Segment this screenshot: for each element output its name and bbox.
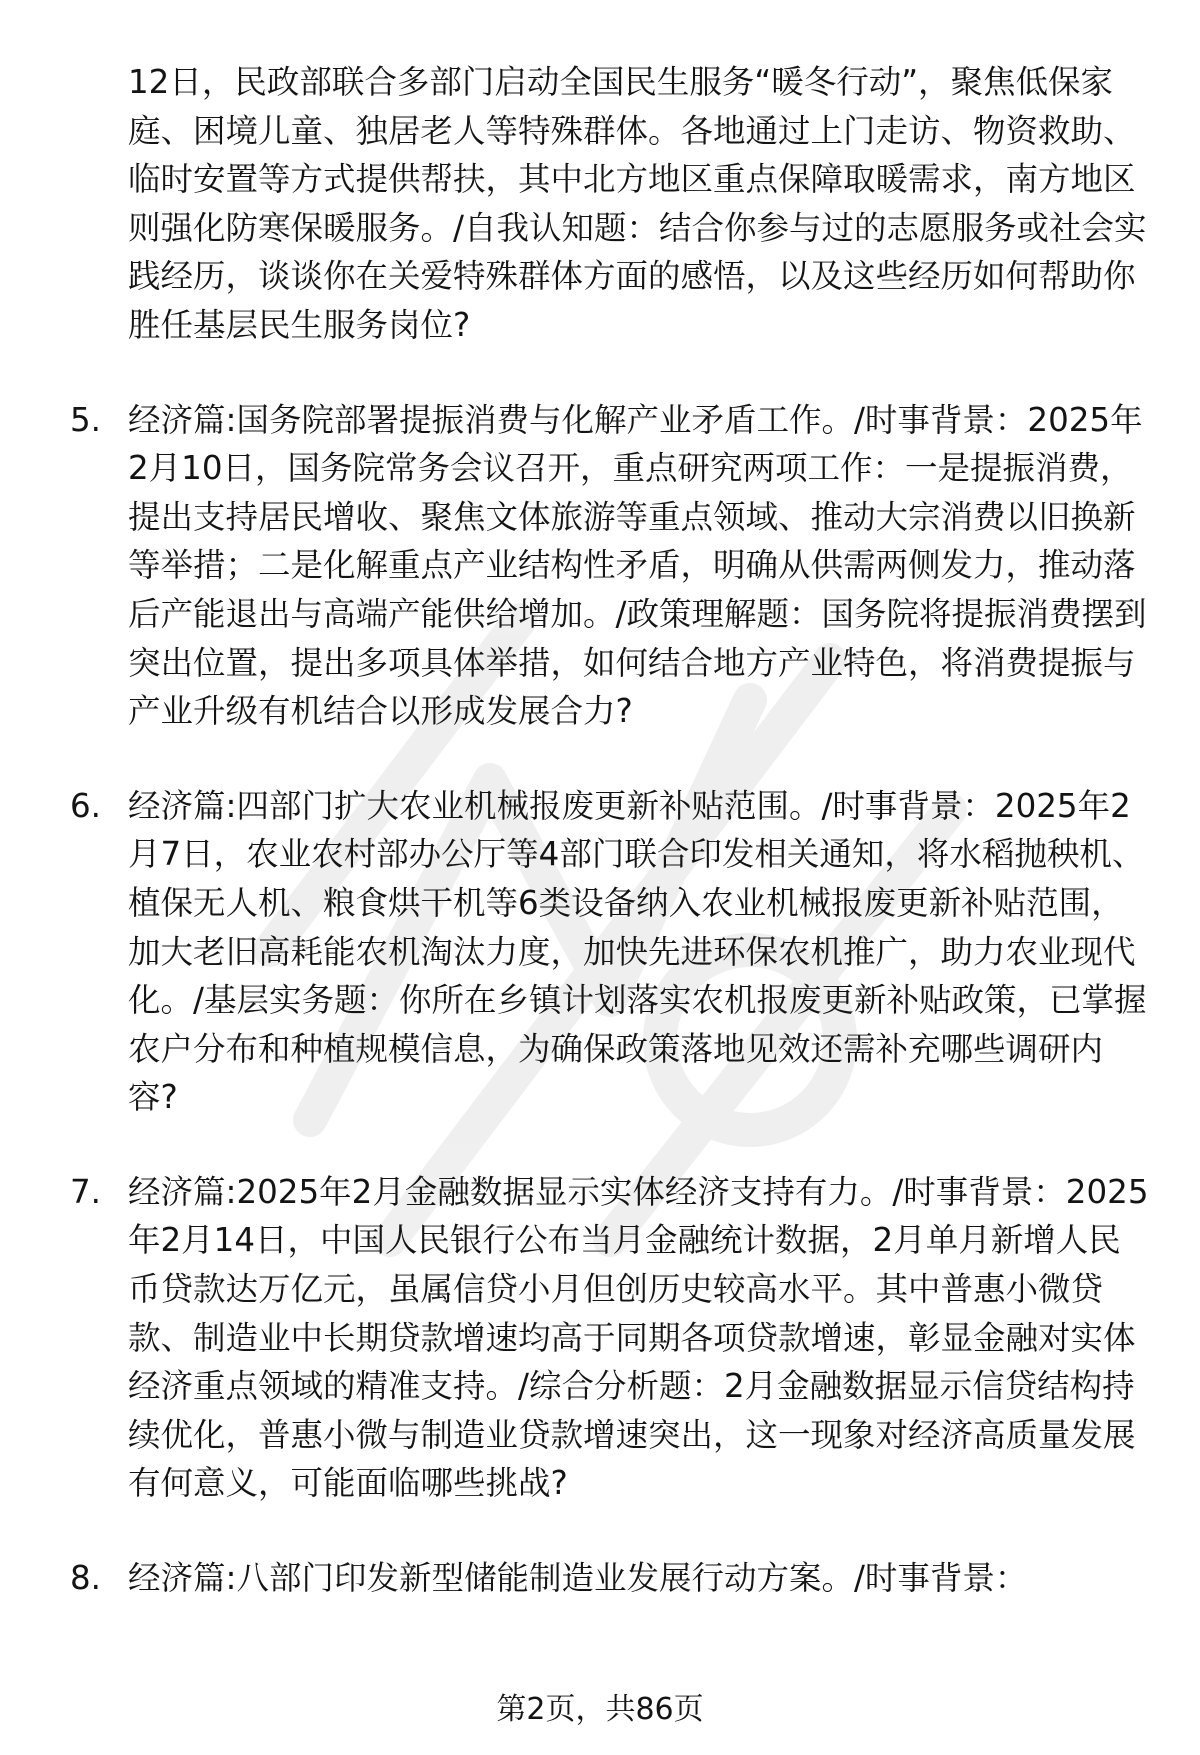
item-text: 经济篇:八部门印发新型储能制造业发展行动方案。/时事背景： <box>128 1559 1028 1598</box>
list-item <box>70 1168 1150 1508</box>
document-content <box>70 58 1150 1649</box>
page-footer <box>0 1690 1200 1730</box>
item-text: 经济篇:2025年2月金融数据显示实体经济支持有力。/时事背景：2025年2月14日，中国人民银行公布当月金融统计数据，2月单月新增人民币贷款达万亿元，虽属信贷小月但创历史较高水平。其中普惠小微贷款、制造业中长期贷款增速均高于同期各项贷款增速，彰显金融对实体经济重点领域的精准支持。/综合分析题：2月金融数据显示信贷结构持续优化，普惠小微与制造业贷款增速突出，这一现象对经济高质量发展有何意义，可能面临哪些挑战? <box>128 1172 1149 1503</box>
item-text: 经济篇:国务院部署提振消费与化解产业矛盾工作。/时事背景：2025年2月10日，国务院常务会议召开，重点研究两项工作：一是提振消费，提出支持居民增收、聚焦文体旅游等重点领域、推动大宗消费以旧换新等举措；二是化解重点产业结构性矛盾，明确从供需两侧发力，推动落后产能退出与高端产能供给增加。/政策理解题：国务院将提振消费摆到突出位置，提出多项具体举措，如何结合地方产业特色，将消费提振与产业升级有机结合以形成发展合力? <box>128 400 1147 731</box>
item-number: 6. <box>70 786 102 825</box>
list-item <box>70 396 1150 736</box>
item-text: 经济篇:四部门扩大农业机械报废更新补贴范围。/时事背景：2025年2月7日，农业农村部办公厅等4部门联合印发相关通知，将水稻抛秧机、植保无人机、粮食烘干机等6类设备纳入农业机械报废更新补贴范围，加大老旧高耗能农机淘汰力度，加快先进环保农机推广，助力农业现代化。/基层实务题：你所在乡镇计划落实农机报废更新补贴政策，已掌握农户分布和种植规模信息，为确保政策落地见效还需补充哪些调研内容? <box>128 786 1147 1117</box>
item-number: 5. <box>70 400 102 439</box>
list-item <box>70 782 1150 1122</box>
item-number: 8. <box>70 1559 102 1598</box>
item-number: 7. <box>70 1172 102 1211</box>
list-item <box>70 1554 1150 1603</box>
lead-paragraph: 12日，民政部联合多部门启动全国民生服务“暖冬行动”，聚焦低保家庭、困境儿童、独居老人等特殊群体。各地通过上门走访、物资救助、临时安置等方式提供帮扶，其中北方地区重点保障取暖需求，南方地区则强化防寒保暖服务。/自我认知题：结合你参与过的志愿服务或社会实践经历，谈谈你在关爱特殊群体方面的感悟，以及这些经历如何帮助你胜任基层民生服务岗位? <box>128 63 1147 344</box>
page-number-label: 第2页，共86页 <box>496 1692 704 1727</box>
